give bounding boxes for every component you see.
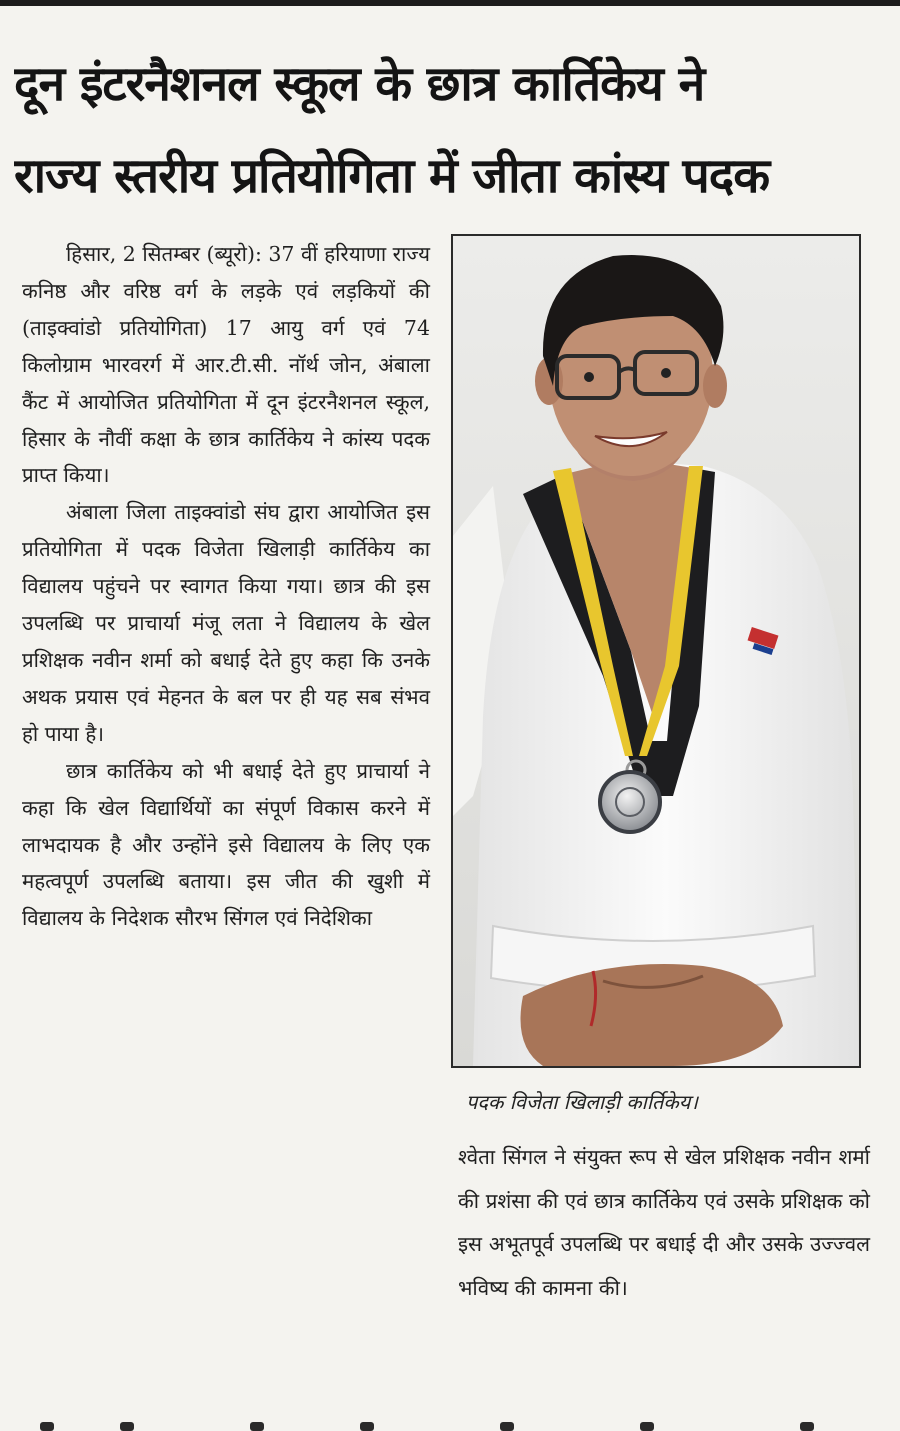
news-photo [451, 234, 861, 1068]
article-paragraph-2: अंबाला जिला ताइक्वांडो संघ द्वारा आयोजित इस प्रतियोगिता में पदक विजेता खिलाड़ी कार्तिकेय का विद्यालय पहुंचने पर स्वागत किया गया। छात्र की इस उपलब्धि पर प्राचार्या मंजू लता ने विद्यालय के खेल प्रशिक्षक नवीन शर्मा को बधाई देते हुए कहा कि उनके अथक प्रयास एवं मेहनत के बल पर ही यह सब संभव हो पाया है। [22, 500, 430, 746]
headline-line-2: राज्य स्तरीय प्रतियोगिता में जीता कांस्य पदक [14, 148, 770, 204]
next-article-glimpse [0, 1420, 900, 1431]
article-continuation: श्वेता सिंगल ने संयुक्त रूप से खेल प्रशिक्षक नवीन शर्मा की प्रशंसा की एवं छात्र कार्तिकेय एवं उसके प्रशिक्षक को इस अभूतपूर्व उपलब्धि पर बधाई दी और उसके उज्ज्वल भविष्य की कामना की। [458, 1145, 870, 1300]
photo-caption: पदक विजेता खिलाड़ी कार्तिकेय। [466, 1090, 698, 1114]
article-column-left [22, 236, 430, 937]
top-rule [0, 0, 900, 6]
article-paragraph-3: छात्र कार्तिकेय को भी बधाई देते हुए प्राचार्या ने कहा कि खेल विद्यार्थियों का संपूर्ण विकास करने में लाभदायक है और उन्होंने इसे विद्यालय के लिए एक महत्वपूर्ण उपलब्धि बताया। इस जीत की खुशी में विद्यालय के निदेशक सौरभ सिंगल एवं निदेशिका [22, 758, 430, 931]
headline [14, 38, 886, 222]
medal-winner-photo [453, 236, 859, 1066]
article-column-right [458, 1136, 870, 1310]
headline-line-1: दून इंटरनैशनल स्कूल के छात्र कार्तिकेय ने [14, 56, 705, 112]
article-paragraph-1: हिसार, 2 सितम्बर (ब्यूरो): 37 वीं हरियाणा राज्य कनिष्ठ और वरिष्ठ वर्ग के लड़के एवं लड़कियों की (ताइक्वांडो प्रतियोगिता) 17 आयु वर्ग एवं 74 किलोग्राम भारवरर्ग में आर.टी.सी. नॉर्थ जोन, अंबाला कैंट में आयोजित प्रतियोगिता में दून इंटरनैशनल स्कूल, हिसार के नौवीं कक्षा के छात्र कार्तिकेय ने कांस्य पदक प्राप्त किया। [22, 242, 430, 488]
